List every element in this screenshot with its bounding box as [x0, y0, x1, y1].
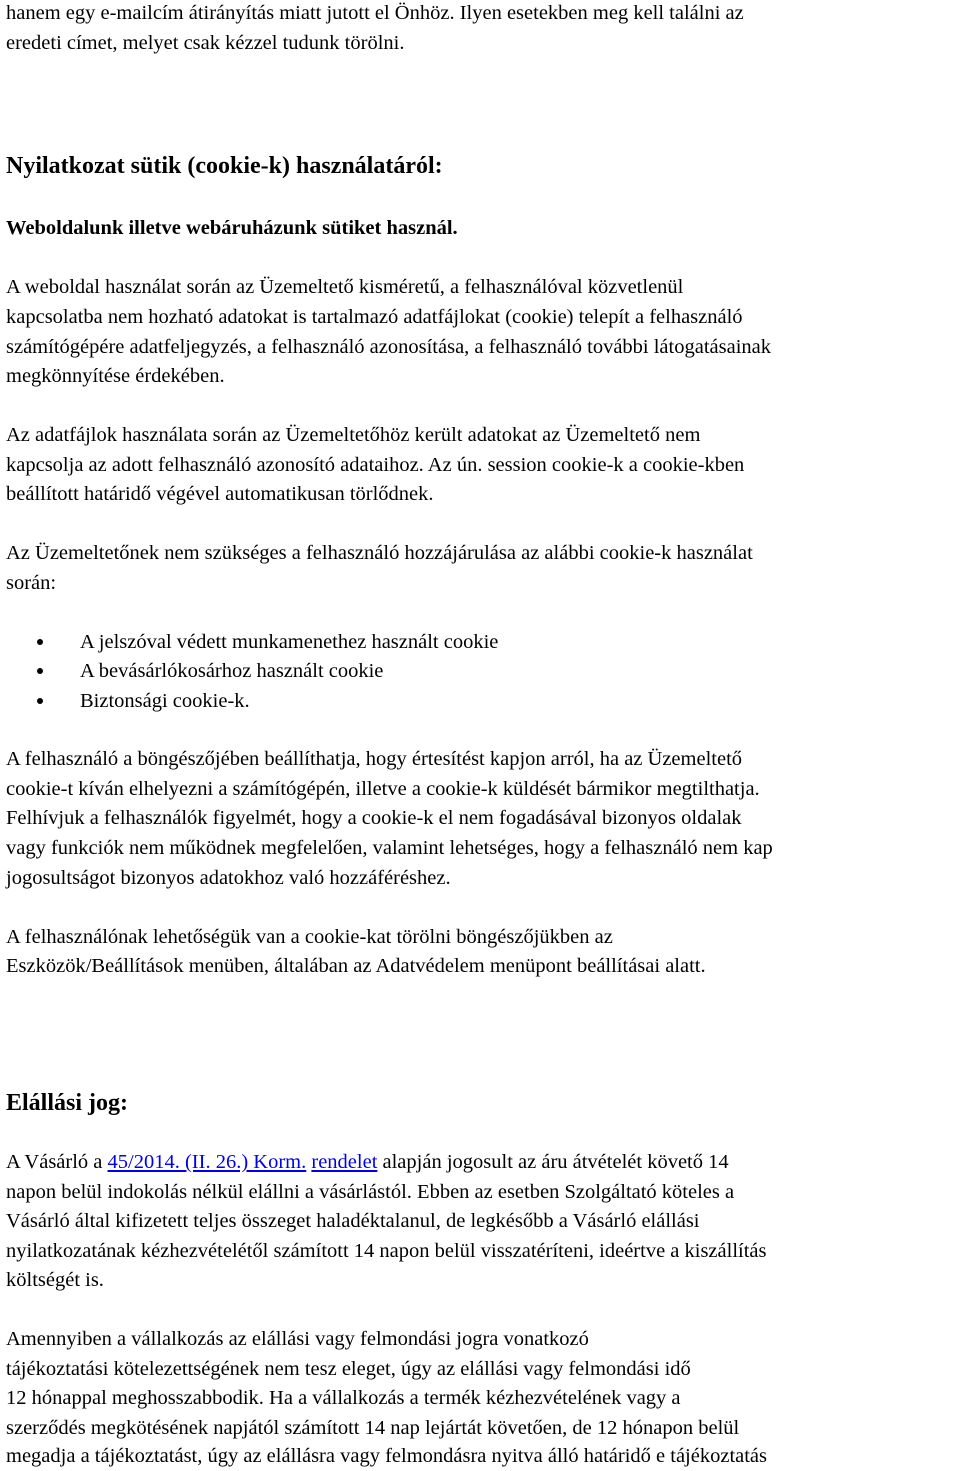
cookies-p1-line: kapcsolatba nem hozható adatokat is tartalmazó adatfájlokat (cookie) telepít a felhasználó — [6, 306, 743, 328]
cookies-p4-line: A felhasználó a böngészőjében beállíthatja, hogy értesítést kapjon arról, ha az Üzemeltető — [6, 748, 743, 770]
withdrawal-p1-line: Vásárló által kifizetett teljes összeget haladéktalanul, de legkésőbb a Vásárló elállási — [6, 1210, 700, 1232]
cookies-p1-line: számítógépére adatfeljegyzés, a felhasználó azonosítása, a felhasználó további látogatásainak — [6, 336, 771, 358]
withdrawal-p1-line: költségét is. — [6, 1269, 104, 1291]
cookies-p1-line: A weboldal használat során az Üzemeltető kisméretű, a felhasználóval közvetlenül — [6, 276, 684, 298]
withdrawal-p2-line: szerződés megkötésének napjától számított 14 nap lejártát követően, de 12 hónapon belül — [6, 1417, 740, 1439]
cookies-p5-line: Eszközök/Beállítások menüben, általában az Adatvédelem menüpont beállításai alatt. — [6, 955, 706, 977]
intro-line: hanem egy e-mailcím átirányítás miatt jutott el Önhöz. Ilyen esetekben meg kell találni az — [6, 2, 744, 24]
withdrawal-p2-line: Amennyiben a vállalkozás az elállási vagy felmondási jogra vonatkozó — [6, 1328, 589, 1350]
cookies-p2-line: beállított határidő végével automatikusan törlődnek. — [6, 483, 434, 505]
list-item: A jelszóval védett munkamenethez használt cookie — [80, 627, 498, 657]
text-span: alapján jogosult az áru átvételét követő 14 — [377, 1151, 729, 1173]
cookies-p2-line: Az adatfájlok használata során az Üzemeltetőhöz került adatokat az Üzemeltető nem — [6, 424, 701, 446]
decree-link[interactable]: 45/2014. (II. 26.) Korm. — [107, 1151, 307, 1173]
cookies-p4-line: jogosultságot bizonyos adatokhoz való hozzáféréshez. — [6, 867, 451, 889]
withdrawal-p1-line — [6, 1147, 729, 1177]
withdrawal-p1-line: napon belül indokolás nélkül elállni a vásárlástól. Ebben az esetben Szolgáltató köteles a — [6, 1181, 735, 1203]
cookies-subheading: Weboldalunk illetve webáruházunk sütiket használ. — [6, 217, 458, 239]
cookies-p4-line: Felhívjuk a felhasználók figyelmét, hogy a cookie-k el nem fogadásával bizonyos oldalak — [6, 807, 742, 829]
withdrawal-p2-line: 12 hónappal meghosszabbodik. Ha a vállalkozás a termék kézhezvételének vagy a — [6, 1387, 681, 1409]
withdrawal-heading: Elállási jog: — [6, 1090, 129, 1116]
cookies-p4-line: vagy funkciók nem működnek megfelelően, valamint lehetséges, hogy a felhasználó nem kap — [6, 837, 773, 859]
list-item: A bevásárlókosárhoz használt cookie — [80, 656, 383, 686]
cookies-p3-line: során: — [6, 572, 57, 594]
intro-line: eredeti címet, melyet csak kézzel tudunk törölni. — [6, 32, 405, 54]
cookies-p4-line: cookie-t kíván elhelyezni a számítógépén, illetve a cookie-k küldését bármikor megtilthatja. — [6, 778, 760, 800]
cookies-heading: Nyilatkozat sütik (cookie-k) használatáról: — [6, 153, 443, 179]
cookies-p3-line: Az Üzemeltetőnek nem szükséges a felhasználó hozzájárulása az alábbi cookie-k használat — [6, 542, 753, 564]
cookies-p5-line: A felhasználónak lehetőségük van a cookie-kat törölni böngészőjükben az — [6, 926, 613, 948]
withdrawal-p2-line: tájékoztatási kötelezettségének nem tesz eleget, úgy az elállási vagy felmondási idő — [6, 1358, 691, 1380]
withdrawal-p2-line: megadja a tájékoztatást, úgy az elállásra vagy felmondásra nyitva álló határidő e tájékoztatás — [6, 1445, 768, 1467]
cookies-p2-line: kapcsolja az adott felhasználó azonosító adataihoz. Az ún. session cookie-k a cookie-kben — [6, 454, 745, 476]
cookies-p1-line: megkönnyítése érdekében. — [6, 365, 225, 387]
text-span: A Vásárló a — [6, 1151, 108, 1173]
regulation-link[interactable]: rendelet — [311, 1151, 378, 1173]
list-item: Biztonsági cookie-k. — [80, 686, 250, 716]
withdrawal-p1-line: nyilatkozatának kézhezvételétől számított 14 napon belül visszatéríteni, ideértve a kiszállítás — [6, 1240, 767, 1262]
